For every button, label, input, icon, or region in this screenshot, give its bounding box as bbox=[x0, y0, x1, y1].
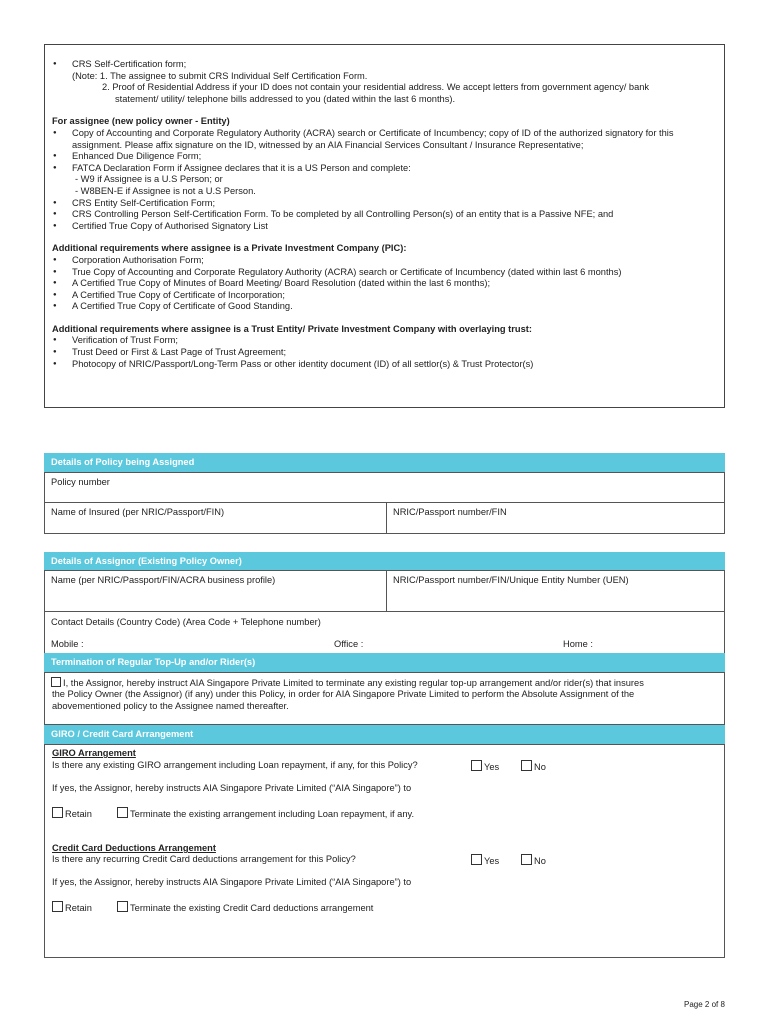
list-item: ● Verification of Trust Form; bbox=[45, 335, 724, 347]
list-item: ● Enhanced Due Diligence Form; bbox=[45, 151, 724, 163]
cc-no-option[interactable] bbox=[521, 854, 546, 868]
mobile-label: Mobile : bbox=[51, 639, 84, 649]
termination-box bbox=[44, 672, 725, 725]
list-item: ● FATCA Declaration Form if Assignee declares that it is a US Person and complete: bbox=[45, 163, 724, 175]
assignor-name-field[interactable] bbox=[44, 570, 387, 612]
list-item: ● True Copy of Accounting and Corporate Regulatory Authority (ACRA) search or Certificate of Incumbency (dated within last 6 months) bbox=[45, 267, 724, 279]
section-heading: For assignee (new policy owner - Entity) bbox=[52, 116, 230, 127]
list-item: ● Trust Deed or First & Last Page of Trust Agreement; bbox=[45, 347, 724, 359]
section-heading: Additional requirements where assignee is a Trust Entity/ Private Investment Company with overlaying trust: bbox=[52, 323, 532, 334]
termination-checkbox[interactable] bbox=[51, 677, 61, 687]
cc-retain-option[interactable] bbox=[52, 901, 92, 915]
contact-details-field[interactable] bbox=[44, 611, 725, 653]
list-item: ● CRS Self-Certification form; bbox=[45, 59, 724, 71]
giro-yes-option[interactable] bbox=[471, 760, 499, 774]
termination-text: the Policy Owner (the Assignor) (if any) under this Policy, in order for AIA Singapore Private Limited to perform the Absolute Assignment of the bbox=[52, 689, 635, 699]
section-header-assignor: Details of Assignor (Existing Policy Owner) bbox=[44, 552, 725, 571]
list-item: ● CRS Entity Self-Certification Form; bbox=[45, 198, 724, 210]
yes-checkbox[interactable] bbox=[471, 760, 482, 771]
assignor-id-field[interactable] bbox=[386, 570, 725, 612]
cc-yes-option[interactable] bbox=[471, 854, 499, 868]
giro-box bbox=[44, 744, 725, 958]
sub-item: - W8BEN-E if Assignee is not a U.S Person. bbox=[75, 185, 256, 196]
field-label: Policy number bbox=[51, 477, 110, 487]
note-line: 2. Proof of Residential Address if your ID does not contain your residential address. We accept letters from government agency/ bank bbox=[102, 82, 650, 93]
cc-title: Credit Card Deductions Arrangement bbox=[52, 843, 216, 853]
insured-name-field[interactable] bbox=[44, 502, 387, 534]
cc-question: Is there any recurring Credit Card deductions arrangement for this Policy? bbox=[52, 854, 356, 864]
section-header-termination: Termination of Regular Top-Up and/or Rider(s) bbox=[44, 653, 725, 672]
no-label: No bbox=[534, 762, 546, 772]
cc-instruction: If yes, the Assignor, hereby instructs AIA Singapore Private Limited (“AIA Singapore”) to bbox=[52, 877, 412, 887]
cc-terminate-option[interactable] bbox=[117, 901, 373, 915]
note-line: (Note: 1. The assignee to submit CRS Individual Self Certification Form. bbox=[72, 70, 368, 81]
list-item: ● A Certified True Copy of Certificate of Good Standing. bbox=[45, 301, 724, 313]
list-item: ● CRS Controlling Person Self-Certification Form. To be completed by all Controlling Person(s) of an entity that is a Passive NFE; and bbox=[45, 209, 724, 221]
giro-title: GIRO Arrangement bbox=[52, 748, 136, 758]
giro-terminate-option[interactable] bbox=[117, 807, 414, 821]
no-checkbox[interactable] bbox=[521, 760, 532, 771]
terminate-checkbox[interactable] bbox=[117, 901, 128, 912]
note-line: statement/ utility/ telephone bills addressed to you (dated within the last 6 months). bbox=[115, 93, 456, 104]
list-item: ● A Certified True Copy of Minutes of Board Meeting/ Board Resolution (dated within the last 6 months); bbox=[45, 278, 724, 290]
yes-label: Yes bbox=[484, 762, 500, 772]
retain-label: Retain bbox=[65, 903, 92, 913]
no-label: No bbox=[534, 856, 546, 866]
requirements-box bbox=[44, 44, 725, 408]
list-item: ● Corporation Authorisation Form; bbox=[45, 255, 724, 267]
giro-instruction: If yes, the Assignor, hereby instructs AIA Singapore Private Limited (“AIA Singapore”) to bbox=[52, 783, 412, 793]
office-label: Office : bbox=[334, 639, 364, 649]
home-label: Home : bbox=[563, 639, 593, 649]
terminate-label: Terminate the existing arrangement including Loan repayment, if any. bbox=[130, 809, 415, 819]
retain-checkbox[interactable] bbox=[52, 807, 63, 818]
termination-text: abovementioned policy to the Assignee named thereafter. bbox=[52, 701, 289, 711]
giro-no-option[interactable] bbox=[521, 760, 546, 774]
field-label: Name of Insured (per NRIC/Passport/FIN) bbox=[51, 507, 225, 517]
no-checkbox[interactable] bbox=[521, 854, 532, 865]
list-item: ● Copy of Accounting and Corporate Regulatory Authority (ACRA) search or Certificate of Incumbency; copy of ID of the authorized signatory for this assignment. Please affix signature on the ID, witnessed by an AIA Financial Services Consultant / Insurance Representative; bbox=[45, 128, 724, 151]
giro-retain-option[interactable] bbox=[52, 807, 92, 821]
page-number: Page 2 of 8 bbox=[684, 1000, 725, 1009]
section-header-policy: Details of Policy being Assigned bbox=[44, 453, 725, 472]
field-label: NRIC/Passport number/FIN bbox=[393, 507, 507, 517]
yes-label: Yes bbox=[484, 856, 500, 866]
list-item: ● A Certified True Copy of Certificate of Incorporation; bbox=[45, 290, 724, 302]
sub-item: - W9 if Assignee is a U.S Person; or bbox=[75, 174, 223, 185]
field-label: NRIC/Passport number/FIN/Unique Entity Number (UEN) bbox=[393, 575, 629, 585]
list-item: ● Certified True Copy of Authorised Signatory List bbox=[45, 221, 724, 233]
retain-checkbox[interactable] bbox=[52, 901, 63, 912]
field-label: Name (per NRIC/Passport/FIN/ACRA business profile) bbox=[51, 575, 276, 585]
section-header-giro: GIRO / Credit Card Arrangement bbox=[44, 725, 725, 744]
terminate-label: Terminate the existing Credit Card deductions arrangement bbox=[130, 903, 374, 913]
giro-question: Is there any existing GIRO arrangement including Loan repayment, if any, for this Policy? bbox=[52, 760, 418, 770]
yes-checkbox[interactable] bbox=[471, 854, 482, 865]
terminate-checkbox[interactable] bbox=[117, 807, 128, 818]
list-item: ● Photocopy of NRIC/Passport/Long-Term Pass or other identity document (ID) of all settlor(s) & Trust Protector(s) bbox=[45, 359, 724, 371]
retain-label: Retain bbox=[65, 809, 92, 819]
insured-id-field[interactable] bbox=[386, 502, 725, 534]
field-label: Contact Details (Country Code) (Area Code + Telephone number) bbox=[51, 617, 321, 627]
policy-number-field[interactable] bbox=[44, 472, 725, 503]
section-heading: Additional requirements where assignee is a Private Investment Company (PIC): bbox=[52, 243, 407, 254]
termination-text: I, the Assignor, hereby instruct AIA Singapore Private Limited to terminate any existing regular top-up arrangement and/or rider(s) that insures bbox=[63, 678, 644, 688]
